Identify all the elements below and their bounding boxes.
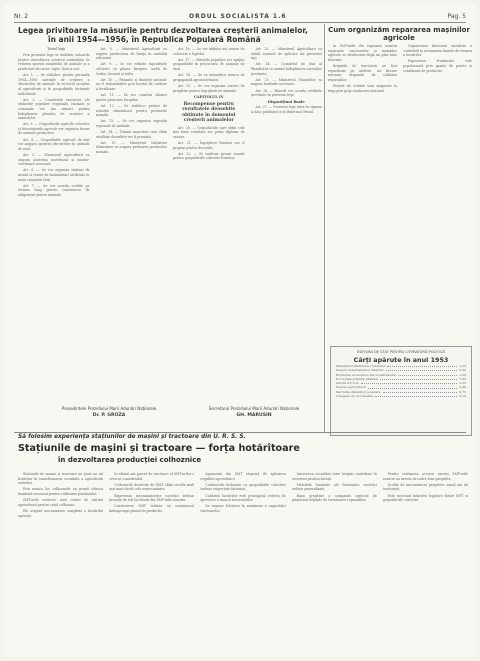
article1-col-2 — [96, 47, 168, 397]
article1-col2-p: Art. 12. — Se stabilesc prețuri de achiziție stimulatorii pentru produsele animale. — [95, 103, 167, 118]
book-title: Despre agricultură — [336, 385, 366, 390]
article2-kicker: Să folosim experiența stațiunilor de mașini și tractoare din U. R. S. S. — [18, 434, 246, 440]
article2-body — [18, 472, 468, 654]
article1-col4-p: Art. 24. — Comitetul de Stat al Planificării va urmări îndeplinirea sarcinilor prevăzute. — [250, 62, 322, 76]
leader-dots — [361, 381, 457, 384]
article1-col3-p: Art. 16. — Se vor înființa noi centre de colectare a laptelui. — [173, 47, 245, 56]
article1-col1-p: Prin prezenta lege se stabilesc măsurile pentru dezvoltarea creșterii animalelor, în vederea sporirii numărului de animale și a producției de carne, lapte, lână și ouă. — [18, 53, 90, 71]
article1-title — [18, 26, 318, 44]
article2-paragraph: Stațiunile de mașini și tractoare au jucat un rol hotărîtor în transformarea socialistă a agriculturii sovietice. — [18, 472, 104, 486]
book-item — [331, 394, 471, 398]
newspaper-page — [4, 4, 476, 657]
leader-dots — [368, 385, 457, 388]
article2-paragraph: În ultimii ani parcul de tractoare al SMT-urilor a crescut considerabil. — [109, 472, 195, 481]
book-price: 5,25 — [459, 381, 466, 386]
leader-dots — [386, 368, 457, 371]
newspaper-name: ORDUL SOCIALISTA 1.6 — [189, 12, 287, 20]
article2-paragraph: SMT-urile sovietice sunt centre de cultură agrotehnică pentru satul colhoznic. — [18, 498, 104, 507]
book-title: Sarcinile sfaturilor populare — [336, 389, 381, 394]
book-list-title: Cărți apărute în anul 1953 — [353, 356, 449, 364]
article2-paragraph: Ele asigură mecanizarea complexă a lucrărilor agricole. — [18, 508, 104, 518]
book-price: 7,00 — [459, 376, 466, 381]
book-price: 0,75 — [459, 389, 466, 394]
article1-col1-p: Art. 4. — Gospodăriile agricole de stat vor asigura sporirea efectivelor de animale de rasă. — [18, 137, 90, 151]
article2-paragraph: Experiența mecanizatorilor sovietici trebuie însușită de toți lucrătorii din SMT-urile noastre. — [109, 493, 195, 503]
article2-paragraph: Colhozurile deservite de SMT obțin recolte mult mai mari decât cele nemecanizate. — [109, 482, 195, 492]
book-price: 2,10 — [459, 394, 466, 399]
final-provisions-heading: Dispozițiuni finale — [267, 99, 305, 104]
book-list — [331, 364, 471, 398]
book-title: Manifestul Partidului Comunist — [336, 364, 386, 368]
chapter-title: Recompense pentru rezultatele deosebite obținute în domeniul creșterii animalelor — [182, 101, 236, 124]
article1-col1-p: Art. 2. — Comitetele executive ale sfaturilor populare regionale, raionale și comunale vor lua măsuri pentru îndeplinirea planului de creștere a animalelor. — [18, 97, 90, 121]
article2-paragraph: Buna pregătire a campaniei agricole de primăvară depinde de terminarea reparațiilor. — [291, 493, 377, 503]
article2-title-line2: în dezvoltarea producției colhoznice — [58, 455, 202, 464]
article2-title-line1: Stațiunile de mașini și tractoare — forța hotărîtoare — [18, 443, 300, 454]
article2-col-5 — [383, 472, 468, 654]
book-price: 1,50 — [459, 372, 466, 377]
article1-col1-p: Art. 7. — Se vor acorda credite pe termen lung pentru construirea de adăposturi pentru animale. — [18, 183, 90, 197]
signature-left-role: Președintele Prezidiului Marii Adunări Naționale — [61, 406, 157, 411]
right-article-p: Piesele de schimb sunt asigurate la timp prin grija conducerii stațiunii. — [328, 83, 397, 93]
signature-left — [44, 406, 174, 418]
right-article-col-2 — [403, 44, 472, 339]
article1-col4-p: Art. 25. — Ministerul Finanțelor va asigura fondurile necesare. — [250, 77, 322, 87]
article2-col-3 — [200, 472, 285, 654]
article2-paragraph: Contractele încheiate cu gospodăriile colective trebuie respectate întocmai. — [200, 482, 286, 492]
article1-col1-p: Art. 1. — Se stabilesc pentru perioada 1954—1956 sarcinile de creștere a efectivelor de animale în sectorul socialist al agriculturii și în gospodăriile țărănești individuale. — [18, 73, 90, 96]
article1-col3-p: Art. 17. — Sfaturile populare vor sprijini gospodăriile în procurarea de animale de rasă. — [173, 57, 245, 71]
section-rule — [14, 432, 466, 433]
article1-title-line2: în anii 1954—1956, în Republica Populară Română — [48, 35, 261, 44]
leader-dots — [375, 394, 457, 397]
article2-paragraph: Prin munca lor, colhozurile au primit tehnica înaintată necesară pentru cultivarea pământului. — [18, 487, 104, 496]
article1-col3b-p: Art. 21. — Îngrijitorii fruntași vor fi propuși pentru decorații. — [173, 141, 245, 150]
article2-title — [18, 444, 318, 465]
book-price: 0,90 — [459, 368, 466, 373]
column-divider — [324, 24, 325, 432]
leader-dots — [383, 390, 458, 393]
masthead-rule — [14, 22, 466, 23]
article1-col2-p: Art. 9. — Se vor extinde suprafețele cultivate cu plante furajere, iarbă de Sudan, lucernă și trifoi. — [95, 62, 167, 76]
article1-col4-p: Art. 26. — Băncile vor acorda creditele prevăzute în prezenta lege. — [250, 88, 322, 98]
signature-right-role: Secretarul Prezidiului Marii Adunări Naționale — [208, 406, 300, 411]
article1-col3b-p: Art. 20. — Gospodăriile care obțin cele mai bune rezultate vor primi diplome de onoare. — [173, 125, 245, 139]
masthead — [14, 10, 466, 22]
article1-col3b-p: Art. 22. — Se instituie premii anuale pentru gospodăriile colective fruntașe. — [173, 151, 245, 161]
book-price: 3,40 — [459, 385, 466, 390]
article1-col2-p: Art. 14. — Țăranii muncitori care obțin rezultate deosebite vor fi premiați. — [95, 130, 167, 139]
article2-paragraph: Școlile de mecanizatori pregătesc anual mii de tractoriști. — [382, 482, 469, 492]
chapter-heading: CAPITOLUL IV — [193, 95, 224, 100]
article1-body — [18, 47, 322, 397]
book-title: Culegere de documente — [336, 394, 374, 399]
book-title: Istoria P.C.U.S. — [336, 381, 360, 386]
right-article-p: Organizarea întrecerii socialiste a contribuit la terminarea înainte de termen a lucrărilor. — [403, 44, 472, 58]
article1-title-line1: Legea privitoare la măsurile pentru dezvoltarea creșterii animalelor, — [18, 26, 308, 35]
issue-number: Nr. 2 — [14, 12, 29, 20]
article1-col3-p: Art. 19. — Se vor organiza cursuri de pregătire pentru îngrijitorii de animale. — [173, 83, 245, 93]
article1-subtitle: Textul legii — [47, 47, 66, 51]
book-publisher: EDITURA DE STAT PENTRU LITERATURĂ POLITICĂ — [357, 350, 445, 354]
article2-col-4 — [292, 472, 377, 654]
book-title: Probleme economice ale socialismului — [336, 372, 396, 377]
leader-dots — [387, 364, 457, 367]
article1-col2-p: Art. 13. — Se vor organiza expoziții regionale de animale. — [95, 119, 167, 128]
article1-col2-p: Art. 8. — Ministerul Agriculturii va asigura producerea de furaje în cantități suficiente. — [95, 47, 167, 61]
final-provisions-text: Art. 27. — Prezenta lege intră în vigoare la data publicării ei în Buletinul Oficial. — [250, 105, 322, 114]
book-announcement — [330, 346, 472, 436]
signature-right-name: GH. MARUSIN — [236, 413, 272, 418]
article1-col-4 — [251, 47, 323, 397]
page-number: Pag. 5 — [447, 12, 466, 20]
signature-left-name: Dr. P. GROZA — [92, 413, 126, 418]
leader-dots — [398, 373, 457, 376]
article1-col2-p: Art. 15. — Ministerul Industriei Alimentare va asigura preluarea produselor animale. — [95, 140, 167, 155]
article2-paragraph: Este necesară întărirea legăturii dintre SMT și gospodăriile colective. — [382, 493, 469, 503]
right-article-p: În SMT-urile din regiunea noastră repararea tractoarelor și mașinilor agricole se desfășoară după un plan bine întocmit. — [328, 44, 397, 62]
right-article-p: Brigăzile de tractoriști au fost repartizate pe ateliere, iar fiecare mecanic răspunde de calitatea reparațiilor. — [328, 63, 397, 82]
right-article-body — [328, 44, 472, 339]
leader-dots — [380, 377, 457, 380]
article1-col1-p: Art. 5. — Ministerul Agriculturii va asigura asistența zootehnică și sanitar-veterinară necesară. — [18, 153, 90, 167]
article1-col2-p: Art. 10. — Pășunile și fânețele naturale vor fi îmbunătățite prin lucrări de curățire și fertilizare. — [95, 77, 167, 91]
article2-paragraph: Întrecerea socialistă între brigăzi contribuie la creșterea productivității. — [291, 472, 377, 481]
article2-paragraph: Agronomii din SMT răspund de aplicarea regulilor agrotehnice. — [200, 472, 286, 481]
article2-paragraph: Conducerea SMT trebuie să urmărească îndeaproape planul de producție. — [109, 504, 195, 513]
article2-col-2 — [109, 472, 194, 654]
book-title: Despre materialismul dialectic — [336, 368, 385, 373]
right-article-p: Experiența fruntașilor este popularizată prin gazete de perete și consfătuiri de producție. — [403, 59, 472, 73]
article2-paragraph: Se impune folosirea la maximum a capacității tractoarelor. — [200, 504, 286, 513]
right-article-col-1 — [328, 44, 397, 339]
book-title: Economia politică. Manual — [336, 376, 378, 381]
signature-right — [189, 406, 319, 418]
article1-col-1 — [18, 47, 90, 397]
article2-paragraph: Pentru realizarea acestor sarcini SMT-urile noastre au nevoie de cadre bine pregătite. — [382, 472, 469, 481]
article1-col3-p: Art. 18. — Se va intensifica munca de propagandă agrozootehnică. — [173, 73, 245, 82]
article1-col1-p: Art. 3. — Gospodăriile agricole colective și întovărășirile agricole vor organiza ferme de animale productive. — [18, 122, 90, 136]
article1-col2-p: Art. 11. — Se vor construi silozuri pentru păstrarea furajelor. — [95, 93, 167, 102]
article1-col-3 — [173, 47, 245, 397]
article2-col-1 — [18, 472, 103, 654]
article2-paragraph: Metodele înaintate ale fruntașilor sovietici trebuie generalizate. — [291, 482, 377, 492]
right-article-title: Cum organizăm repararea mașinilor agricole — [328, 26, 470, 42]
article2-paragraph: Calitatea lucrărilor este principalul criteriu de apreciere a muncii tractoriștilor. — [200, 493, 286, 503]
book-price: 1,25 — [459, 364, 466, 368]
article1-col4-p: Art. 23. — Ministerul Agriculturii va stabili normele de aplicare ale prezentei legi. — [250, 47, 322, 61]
article1-col1-p: Art. 6. — Se vor organiza stațiuni de montă și centre de însămânțări artificiale în toate raioanele țării. — [18, 168, 90, 182]
